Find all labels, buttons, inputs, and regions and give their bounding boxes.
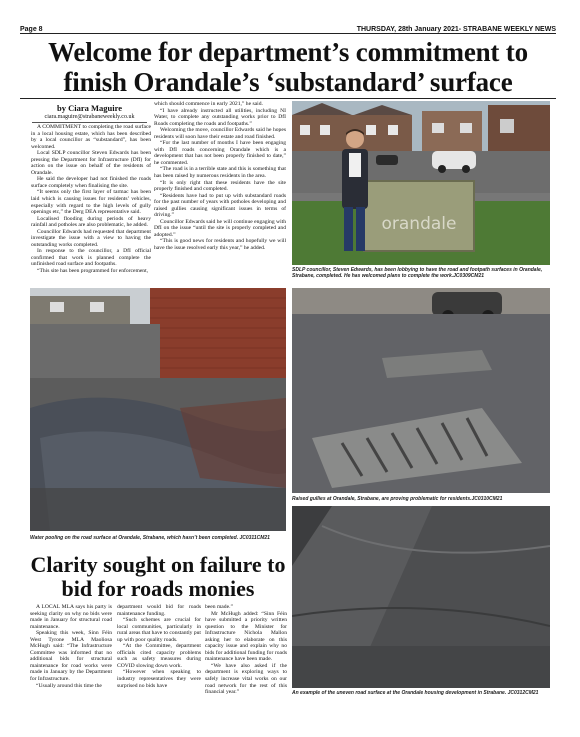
- paragraph: “We have also asked if the department is exploring ways to safely increase vital works on our road network for the rest of this financial year.”: [205, 662, 287, 696]
- paragraph: Councillor Edwards said he will continue engaging with DfI on the issue “until the site is properly completed and adopted.”: [154, 218, 286, 238]
- photo-raised-gullies: [292, 288, 550, 493]
- paragraph: Welcoming the move, councillor Edwards said he hopes residents will soon have their estate and road finished.: [154, 127, 286, 140]
- page-header: [20, 24, 556, 36]
- story2-column-3: [205, 604, 287, 722]
- story1-headline: Welcome for department’s commitment to finish Orandale’s ‘substandard’ surface: [48, 37, 528, 97]
- paragraph: Councillor Edwards had requested that department investigate the issue with a view to having the outstanding works completed.: [31, 228, 151, 248]
- caption-photo-4: An example of the uneven road surface at the Orandale housing development in Strabane. JC0312CM21: [292, 690, 539, 696]
- date-line: THURSDAY, 28th January 2021- STRABANE WEEKLY NEWS: [356, 26, 556, 33]
- story2-headline: Clarity sought on failure to bid for roads monies: [30, 552, 286, 601]
- photo-uneven-road: [292, 506, 550, 688]
- paragraph: “At the Committee, department officials cited capacity problems such as safety measures during COVID slowing down work.: [117, 643, 201, 669]
- caption-photo-3: Raised gullies at Orandale, Strabane, are proving problematic for residents.JC0310CM21: [292, 496, 503, 502]
- paragraph: “I have already instructed all utilities, including NI Water, to complete any outstanding works prior to DfI Roads completing the roads and footpaths.”: [154, 107, 286, 127]
- paragraph: “The road is in a terrible state and this is something that has been raised by numerous residents in the area.: [154, 166, 286, 180]
- paragraph: “This site has been programmed for enforcement,: [37, 268, 149, 275]
- byline: by Ciara Maguire: [56, 103, 122, 113]
- headline-rule: [20, 98, 556, 99]
- story1-column-2: [154, 101, 286, 283]
- byline-rule: [32, 122, 147, 123]
- paragraph: “It seems only the first layer of tarmac has been laid which is causing issues for residents’ vehicles, especially with regard to the high levels of gully openings etc,” the Derg DEA representative said.: [31, 189, 151, 216]
- paragraph: department would bid for roads maintenance funding.: [117, 604, 201, 617]
- story2-column-1: [30, 604, 112, 722]
- story2-column-2: [117, 604, 201, 722]
- paragraph: Localised flooding during periods of heavy rainfall and potholes are also problematic, he added.: [31, 215, 151, 229]
- paragraph: “Usually around this time the: [36, 682, 102, 689]
- paragraph: In response to the councillor, a DfI official confirmed that work is planned complete the unfinished road surface and footpaths.: [31, 248, 151, 268]
- paragraph: A LOCAL MLA says his party is seeking clarity on why no bids were made in January for structural road maintenance.: [30, 604, 112, 630]
- paragraph: Speaking this week, Sinn Féin West Tyrone MLA Maoliosa McHugh said: “The Infrastructure Committee was informed that no additional bids for structural maintenance for road works were made in January by the Department for Infrastructure.: [30, 630, 112, 683]
- paragraph: Mr McHugh added: “Sinn Féin have submitted a priority written question to the Minister for Infrastructure Nichola Mallon asking her to elaborate on this capacity issue and explain why no bids for additional funding for roads maintenance have been made.: [205, 610, 287, 663]
- paragraph: “For the last number of months I have been engaging with DfI roads concerning Orandale which is a development that has not been properly finished to date,” he commented.: [154, 140, 286, 166]
- photo-councillor: [292, 101, 550, 265]
- caption-photo-2: Water pooling on the road surface at Orandale, Strabane, which hasn’t been completed. JC0311CM21: [30, 535, 270, 541]
- paragraph: “This is good news for residents and hopefully we will have the issue resolved early this year,” he added.: [154, 238, 286, 252]
- caption-photo-1: SDLP councillor, Steven Edwards, has been lobbying to have the road and footpath surfaces in Orandale, Strabane, completed. He has welcomed plans to complete the work.JC0309CM21: [292, 267, 543, 279]
- photo-water-pooling: [30, 288, 286, 531]
- paragraph: He said the developer had not finished the roads surface completely when finalising the site.: [31, 176, 151, 189]
- paragraph: “It is only right that these residents have the site properly finished and completed.: [154, 179, 286, 193]
- paragraph: “However when speaking to industry representatives they were surprised no bids have: [117, 669, 201, 689]
- paragraph: “Such schemes are crucial for local communities, particularly in rural areas that have to constantly put up with poor quality roads.: [117, 617, 201, 643]
- orandale-sign-text: orandale: [381, 214, 457, 234]
- paragraph: “Residents have had to put up with substandard roads for the past number of years with potholes developing and raised gullies causing significant issues in terms of driving.”: [154, 192, 286, 219]
- page-number: Page 8: [20, 26, 43, 33]
- story1-column-1: [31, 124, 151, 284]
- paragraph: which should commence in early 2021,” he said.: [154, 101, 263, 107]
- paragraph: been made.”: [205, 604, 233, 610]
- paragraph: A COMMITMENT to completing the road surface in a local housing estate, which has been described by a local councillor as “substandard”, has been welcomed.: [31, 124, 151, 150]
- paragraph: Local SDLP councillor Steven Edwards has been pressing the Department for Infrastructure (DfI) for action on the issue on behalf of the residents of Orandale.: [31, 150, 151, 176]
- byline-email[interactable]: ciara.maguire@strabaneweekly.co.uk: [44, 114, 135, 120]
- header-rule: [20, 33, 556, 34]
